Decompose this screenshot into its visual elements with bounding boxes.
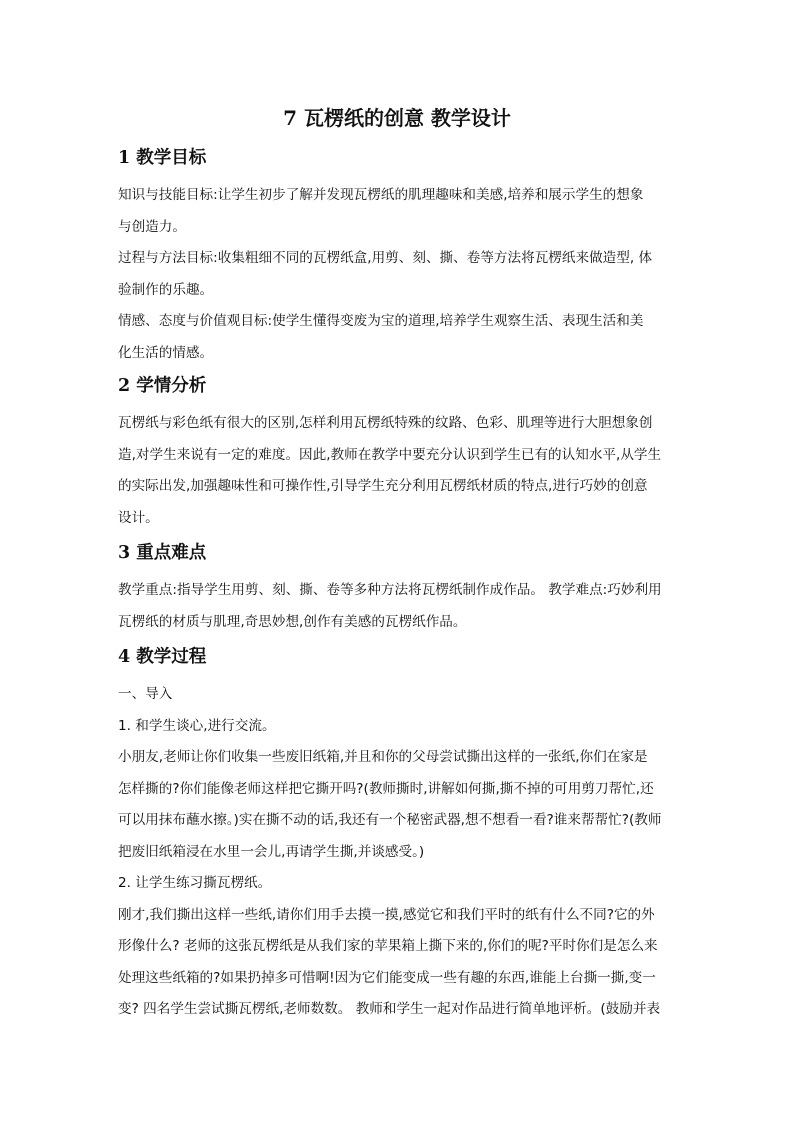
text-line: 把废旧纸箱浸在水里一会儿,再请学生撕,并谈感受。) xyxy=(118,843,425,860)
text-line: 怎样撕的?你们能像老师这样把它撕开吗?(教师撕时,讲解如何撕,撕不掉的可用剪刀帮忙,还 xyxy=(118,780,654,797)
text-line: 与创造力。 xyxy=(118,218,186,235)
text-line: 过程与方法目标:收集粗细不同的瓦楞纸盒,用剪、刻、撕、卷等方法将瓦楞纸来做造型, 体 xyxy=(118,250,653,266)
section-heading-objectives: 1 教学目标 xyxy=(118,148,207,168)
text-line: 处理这些纸箱的?如果扔掉多可惜啊!因为它们能变成一些有趣的东西,谁能上台撕一撕,变一 xyxy=(118,969,656,986)
text-line: 一、导入 xyxy=(118,686,173,702)
section-heading-keypoints: 3 重点难点 xyxy=(118,543,207,563)
text-line: 教学重点:指导学生用剪、刻、撕、卷等多种方法将瓦楞纸制作成作品。 教学难点:巧妙利用 xyxy=(118,582,662,598)
text-line: 2. 让学生练习撕瓦楞纸。 xyxy=(118,875,272,891)
section-body-process xyxy=(118,679,676,1026)
text-line: 刚才,我们撕出这样一些纸,请你们用手去摸一摸,感觉它和我们平时的纸有什么不同?它的外 xyxy=(118,906,655,923)
text-line: 验制作的乐趣。 xyxy=(118,281,214,298)
text-line: 瓦楞纸的材质与肌理,奇思妙想,创作有美感的瓦楞纸作品。 xyxy=(118,613,467,630)
text-line: 变? 四名学生尝试撕瓦楞纸,老师数数。 教师和学生一起对作品进行简单地评析。(鼓励并表 xyxy=(118,1001,661,1017)
text-line: 的实际出发,加强趣味性和可操作性,引导学生充分利用瓦楞纸材质的特点,进行巧妙的创意 xyxy=(118,478,648,494)
section-body-analysis xyxy=(118,408,676,534)
text-line: 知识与技能目标:让学生初步了解并发现瓦楞纸的肌理趣味和美感,培养和展示学生的想象 xyxy=(118,187,644,203)
section-body-keypoints xyxy=(118,575,676,638)
text-line: 形像什么? 老师的这张瓦楞纸是从我们家的苹果箱上撕下来的,你们的呢?平时你们是怎么来 xyxy=(118,938,658,954)
text-line: 小朋友,老师让你们收集一些废旧纸箱,并且和你的父母尝试撕出这样的一张纸,你们在家是 xyxy=(118,749,648,765)
section-heading-analysis: 2 学情分析 xyxy=(118,376,207,396)
text-line: 化生活的情感。 xyxy=(118,344,214,361)
text-line: 情感、态度与价值观目标:使学生懂得变废为宝的道理,培养学生观察生活、表现生活和美 xyxy=(118,313,644,329)
text-line: 可以用抹布蘸水擦。)实在撕不动的话,我还有一个秘密武器,想不想看一看?谁来帮帮忙?(教师 xyxy=(118,812,662,828)
document-title: 7 瓦楞纸的创意 教学设计 xyxy=(283,106,511,130)
text-line: 1. 和学生谈心,进行交流。 xyxy=(118,717,276,734)
section-heading-process: 4 教学过程 xyxy=(118,647,207,667)
text-line: 设计。 xyxy=(118,509,159,526)
section-body-objectives xyxy=(118,180,676,369)
text-line: 造,对学生来说有一定的难度。因此,教师在教学中要充分认识到学生已有的认知水平,从学生 xyxy=(118,446,662,463)
text-line: 瓦楞纸与彩色纸有很大的区别,怎样利用瓦楞纸特殊的纹路、色彩、肌理等进行大胆想象创 xyxy=(118,415,653,431)
